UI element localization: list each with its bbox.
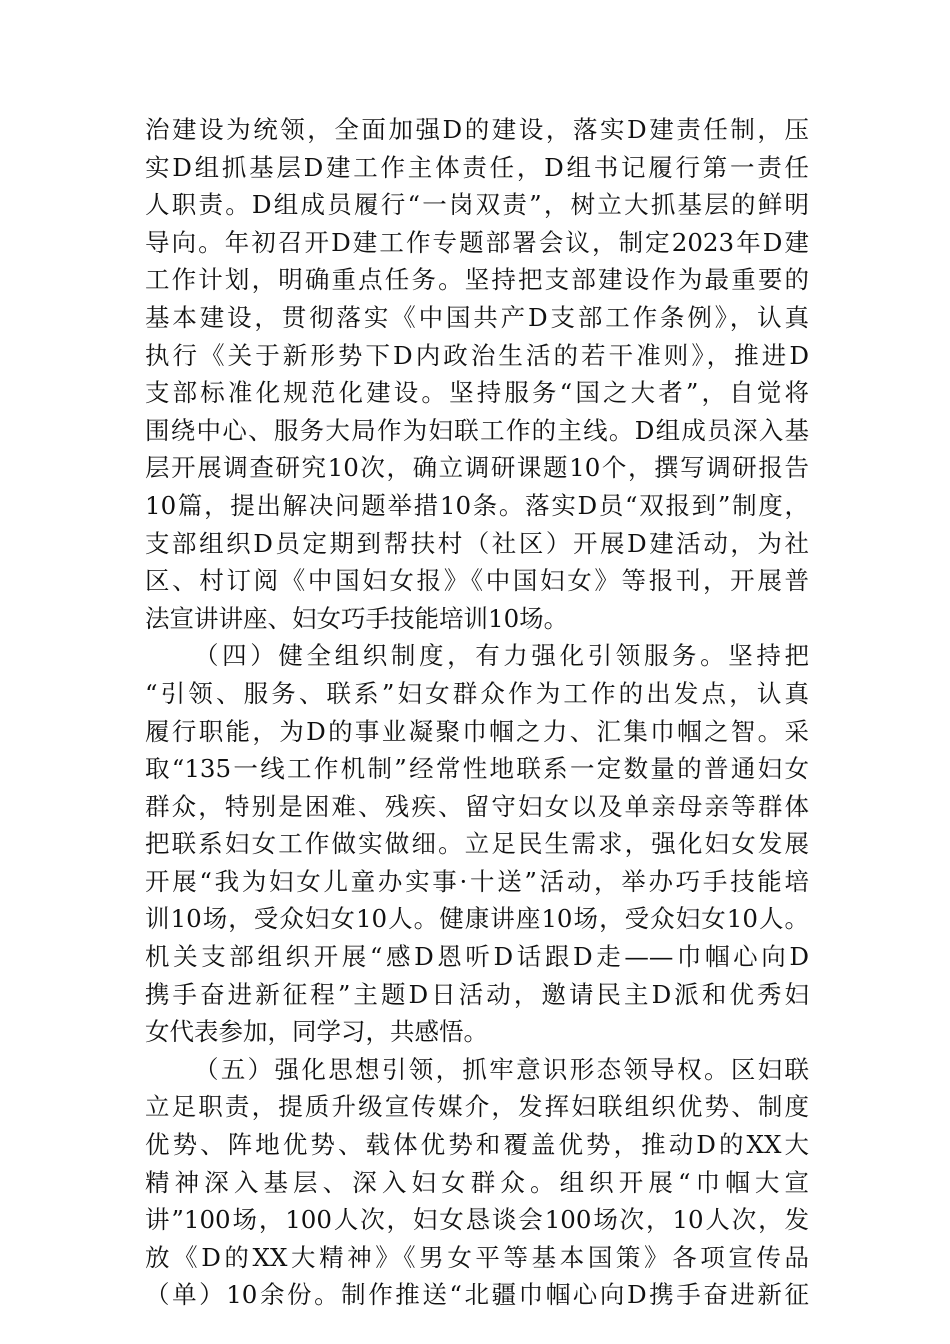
section-heading-5: （五）强化思想引领，抓牢意识形态领导权。区妇联 [194,1054,809,1084]
text-line-24: 携手奋进新征程”主题D日活动，邀请民主D派和优秀妇 [145,979,809,1009]
text-line-21: 开展“我为妇女儿童办实事·十送”活动，举办巧手技能培 [145,866,809,896]
text-line-10: 层开展调查研究10次，确立调研课题10个，撰写调研报告 [145,453,809,483]
text-line-3: 人职责。D组成员履行“一岗双责”，树立大抓基层的鲜明 [145,190,809,220]
text-line-23: 机关支部组织开展“感D恩听D话跟D走——巾帼心向D [145,942,809,972]
text-line-2: 实D组抓基层D建工作主体责任，D组书记履行第一责任 [145,152,809,182]
text-line-8: 支部标准化规范化建设。坚持服务“国之大者”，自觉将 [145,378,809,408]
text-line-1: 治建设为统领，全面加强D的建设，落实D建责任制，压 [145,115,809,144]
text-line-13: 区、村订阅《中国妇女报》《中国妇女》等报刊，开展普 [145,566,809,596]
text-line-9: 围绕中心、服务大局作为妇联工作的主线。D组成员深入基 [145,415,809,445]
text-line-5: 工作计划，明确重点任务。坚持把支部建设作为最重要的 [145,265,809,295]
text-line-16: “引领、服务、联系”妇女群众作为工作的出发点，认真 [145,678,809,708]
text-line-29: 精神深入基层、深入妇女群众。组织开展“巾帼大宣 [145,1167,809,1197]
text-line-12: 支部组织D员定期到帮扶村（社区）开展D建活动，为社 [145,528,809,558]
body-text [145,111,809,1314]
text-line-20: 把联系妇女工作做实做细。立足民生需求，强化妇女发展 [145,829,809,859]
text-line-6: 基本建设，贯彻落实《中国共产D支部工作条例》，认真 [145,302,809,332]
text-line-18: 取“135一线工作机制”经常性地联系一定数量的普通妇女 [145,754,809,784]
text-line-7: 执行《关于新形势下D内政治生活的若干准则》，推进D [145,340,809,370]
text-line-25: 女代表参加，同学习，共感悟。 [145,1017,488,1047]
text-line-14: 法宣讲讲座、妇女巧手技能培训10场。 [145,603,569,633]
text-line-19: 群众，特别是困难、残疾、留守妇女以及单亲母亲等群体 [145,791,809,821]
text-line-31: 放《D的XX大精神》《男女平等基本国策》各项宣传品 [145,1242,809,1272]
section-heading-4: （四）健全组织制度，有力强化引领服务。坚持把 [194,641,809,671]
text-line-17: 履行职能，为D的事业凝聚巾帼之力、汇集巾帼之智。采 [145,716,809,746]
text-line-4: 导向。年初召开D建工作专题部署会议，制定2023年D建 [145,227,809,257]
text-line-30: 讲”100场，100人次，妇女恳谈会100场次，10人次，发 [145,1205,809,1235]
text-line-22: 训10场，受众妇女10人。健康讲座10场，受众妇女10人。 [145,904,809,934]
text-line-27: 立足职责，提质升级宣传媒介，发挥妇联组织优势、制度 [145,1092,809,1122]
text-line-28: 优势、阵地优势、载体优势和覆盖优势，推动D的XX大 [145,1130,809,1160]
text-line-32: （单）10余份。制作推送“北疆巾帼心向D携手奋进新征 [145,1280,809,1310]
text-line-11: 10篇，提出解决问题举措10条。落实D员“双报到”制度， [145,490,809,520]
